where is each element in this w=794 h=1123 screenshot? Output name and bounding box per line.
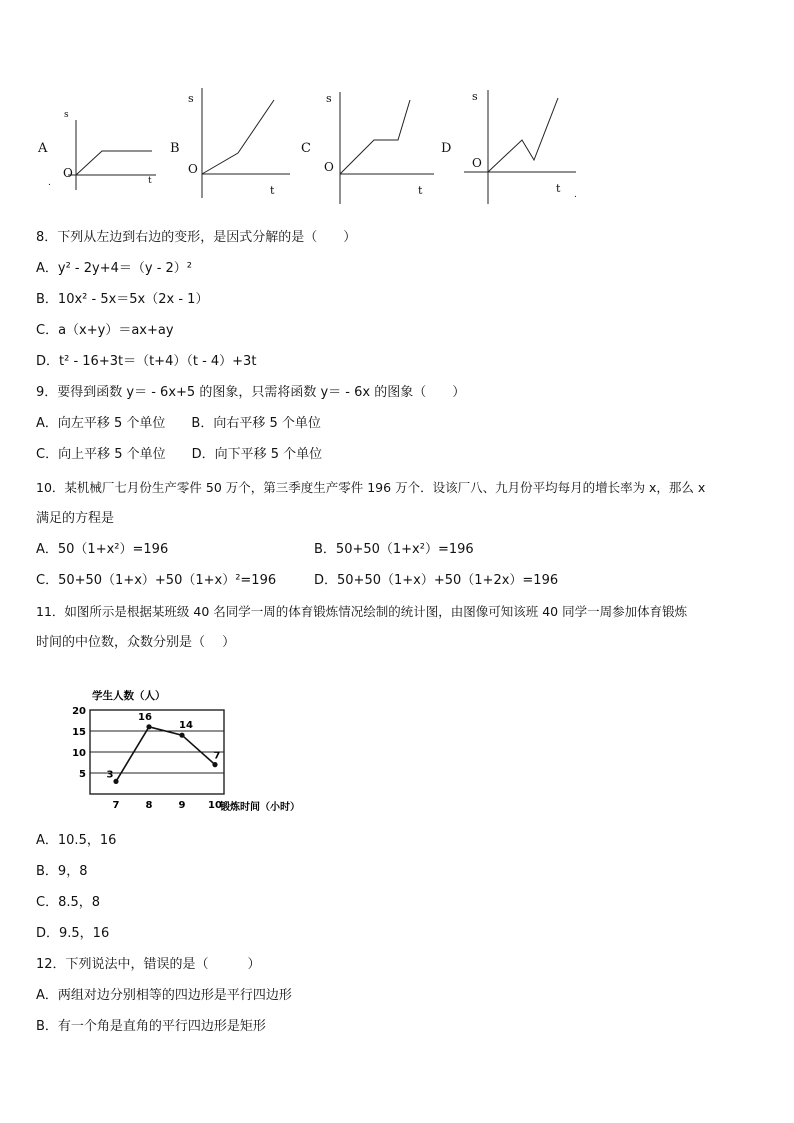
- graph-option-a: [34, 108, 164, 198]
- chart-y-tick-label: 20: [72, 706, 86, 717]
- q11-stem-line1: 11．如图所示是根据某班级 40 名同学一周的体育锻炼情况绘制的统计图，由图像可知该班 40 同学一周参加体育锻炼: [36, 604, 688, 619]
- graph-d-letter: D: [441, 141, 452, 156]
- graph-d-curve: [488, 98, 558, 172]
- graph-d-svg: [440, 86, 585, 204]
- graph-c-origin: O: [324, 160, 334, 174]
- chart-x-tick-label: 9: [178, 800, 186, 811]
- chart-x-tick-label: 10: [208, 800, 222, 811]
- graph-option-d: [440, 86, 585, 204]
- chart-data-label: 14: [179, 720, 193, 732]
- graph-b-origin: O: [188, 162, 198, 176]
- q8-option-d: D．t² - 16+3t＝（t+4）（t - 4）+3t: [36, 354, 257, 369]
- q9-stem: 9．要得到函数 y＝ - 6x+5 的图象，只需将函数 y＝ - 6x 的图象（ ）: [36, 385, 466, 400]
- graph-a-t-label: t: [148, 176, 152, 186]
- chart-data-point: [146, 724, 151, 729]
- graph-b-t-label: t: [270, 184, 275, 197]
- q11-option-d: D．9.5，16: [36, 926, 110, 941]
- graph-a-letter: A: [38, 141, 48, 156]
- q8-option-c: C．a（x+y）＝ax+ay: [36, 323, 174, 338]
- graph-d-s-label: s: [472, 90, 478, 103]
- graph-d-t-label: t: [556, 182, 561, 195]
- chart-x-tick-label: 7: [112, 800, 120, 811]
- graph-a-svg: [34, 108, 164, 198]
- graph-a-dot: .: [48, 178, 51, 188]
- graph-a-s-label: s: [64, 110, 69, 120]
- q12-stem: 12．下列说法中，错误的是（ ）: [36, 957, 261, 972]
- graph-c-letter: C: [301, 141, 311, 156]
- chart-y-tick-label: 10: [72, 748, 86, 759]
- q12-option-b: B．有一个角是直角的平行四边形是矩形: [36, 1019, 266, 1034]
- graph-c-curve: [340, 100, 410, 174]
- graph-option-c: [300, 86, 440, 204]
- chart-data-label: 3: [106, 769, 114, 781]
- graph-option-b: [168, 86, 298, 198]
- q8-option-a: A．y² - 2y+4＝（y - 2）²: [36, 261, 193, 276]
- q9-options-row2: C．向上平移 5 个单位 D．向下平移 5 个单位: [36, 447, 323, 462]
- graph-c-s-label: s: [326, 92, 332, 105]
- q9-options-row1: A．向左平移 5 个单位 B．向右平移 5 个单位: [36, 416, 321, 431]
- q10-option-b: B．50+50（1+x²）=196: [314, 542, 474, 557]
- chart-data-label: 7: [213, 750, 221, 762]
- graph-a-origin: O: [63, 166, 73, 180]
- chart-data-point: [212, 762, 217, 767]
- graph-d-origin: O: [472, 156, 482, 170]
- graph-c-t-label: t: [418, 184, 423, 197]
- chart-y-tick-label: 15: [72, 727, 86, 738]
- q8-option-b: B．10x² - 5x＝5x（2x - 1）: [36, 292, 209, 307]
- exercise-line-chart: [66, 683, 326, 811]
- q11-option-c: C．8.5，8: [36, 895, 101, 910]
- chart-data-label: 16: [138, 711, 152, 723]
- q10-stem-line2: 满足的方程是: [36, 511, 115, 526]
- graph-b-letter: B: [170, 141, 180, 156]
- q8-stem: 8．下列从左边到右边的变形，是因式分解的是（ ）: [36, 230, 357, 245]
- graph-a-curve: [76, 151, 152, 175]
- chart-data-point: [179, 733, 184, 738]
- q12-option-a: A．两组对边分别相等的四边形是平行四边形: [36, 988, 292, 1003]
- q11-option-b: B．9，8: [36, 864, 88, 879]
- chart-y-tick-label: 5: [79, 769, 86, 780]
- q11-stem-line2: 时间的中位数，众数分别是（ ）: [36, 635, 236, 650]
- chart-x-tick-label: 8: [145, 800, 153, 811]
- graph-d-dot: .: [574, 190, 577, 200]
- q10-option-a: A．50（1+x²）=196: [36, 542, 169, 557]
- q10-option-d: D．50+50（1+x）+50（1+2x）=196: [314, 573, 559, 588]
- graph-b-s-label: s: [188, 92, 194, 105]
- chart-data-point: [113, 779, 118, 784]
- q10-stem-line1: 10．某机械厂七月份生产零件 50 万个，第三季度生产零件 196 万个．设该厂八、九月份平均每月的增长率为 x，那么 x: [36, 480, 706, 495]
- chart-y-axis-title: 学生人数（人）: [92, 690, 166, 702]
- graph-b-curve: [202, 100, 274, 174]
- q11-option-a: A．10.5，16: [36, 833, 117, 848]
- q10-option-c: C．50+50（1+x）+50（1+x）²=196: [36, 573, 277, 588]
- chart-x-axis-title: 锻炼时间（小时）: [220, 802, 300, 811]
